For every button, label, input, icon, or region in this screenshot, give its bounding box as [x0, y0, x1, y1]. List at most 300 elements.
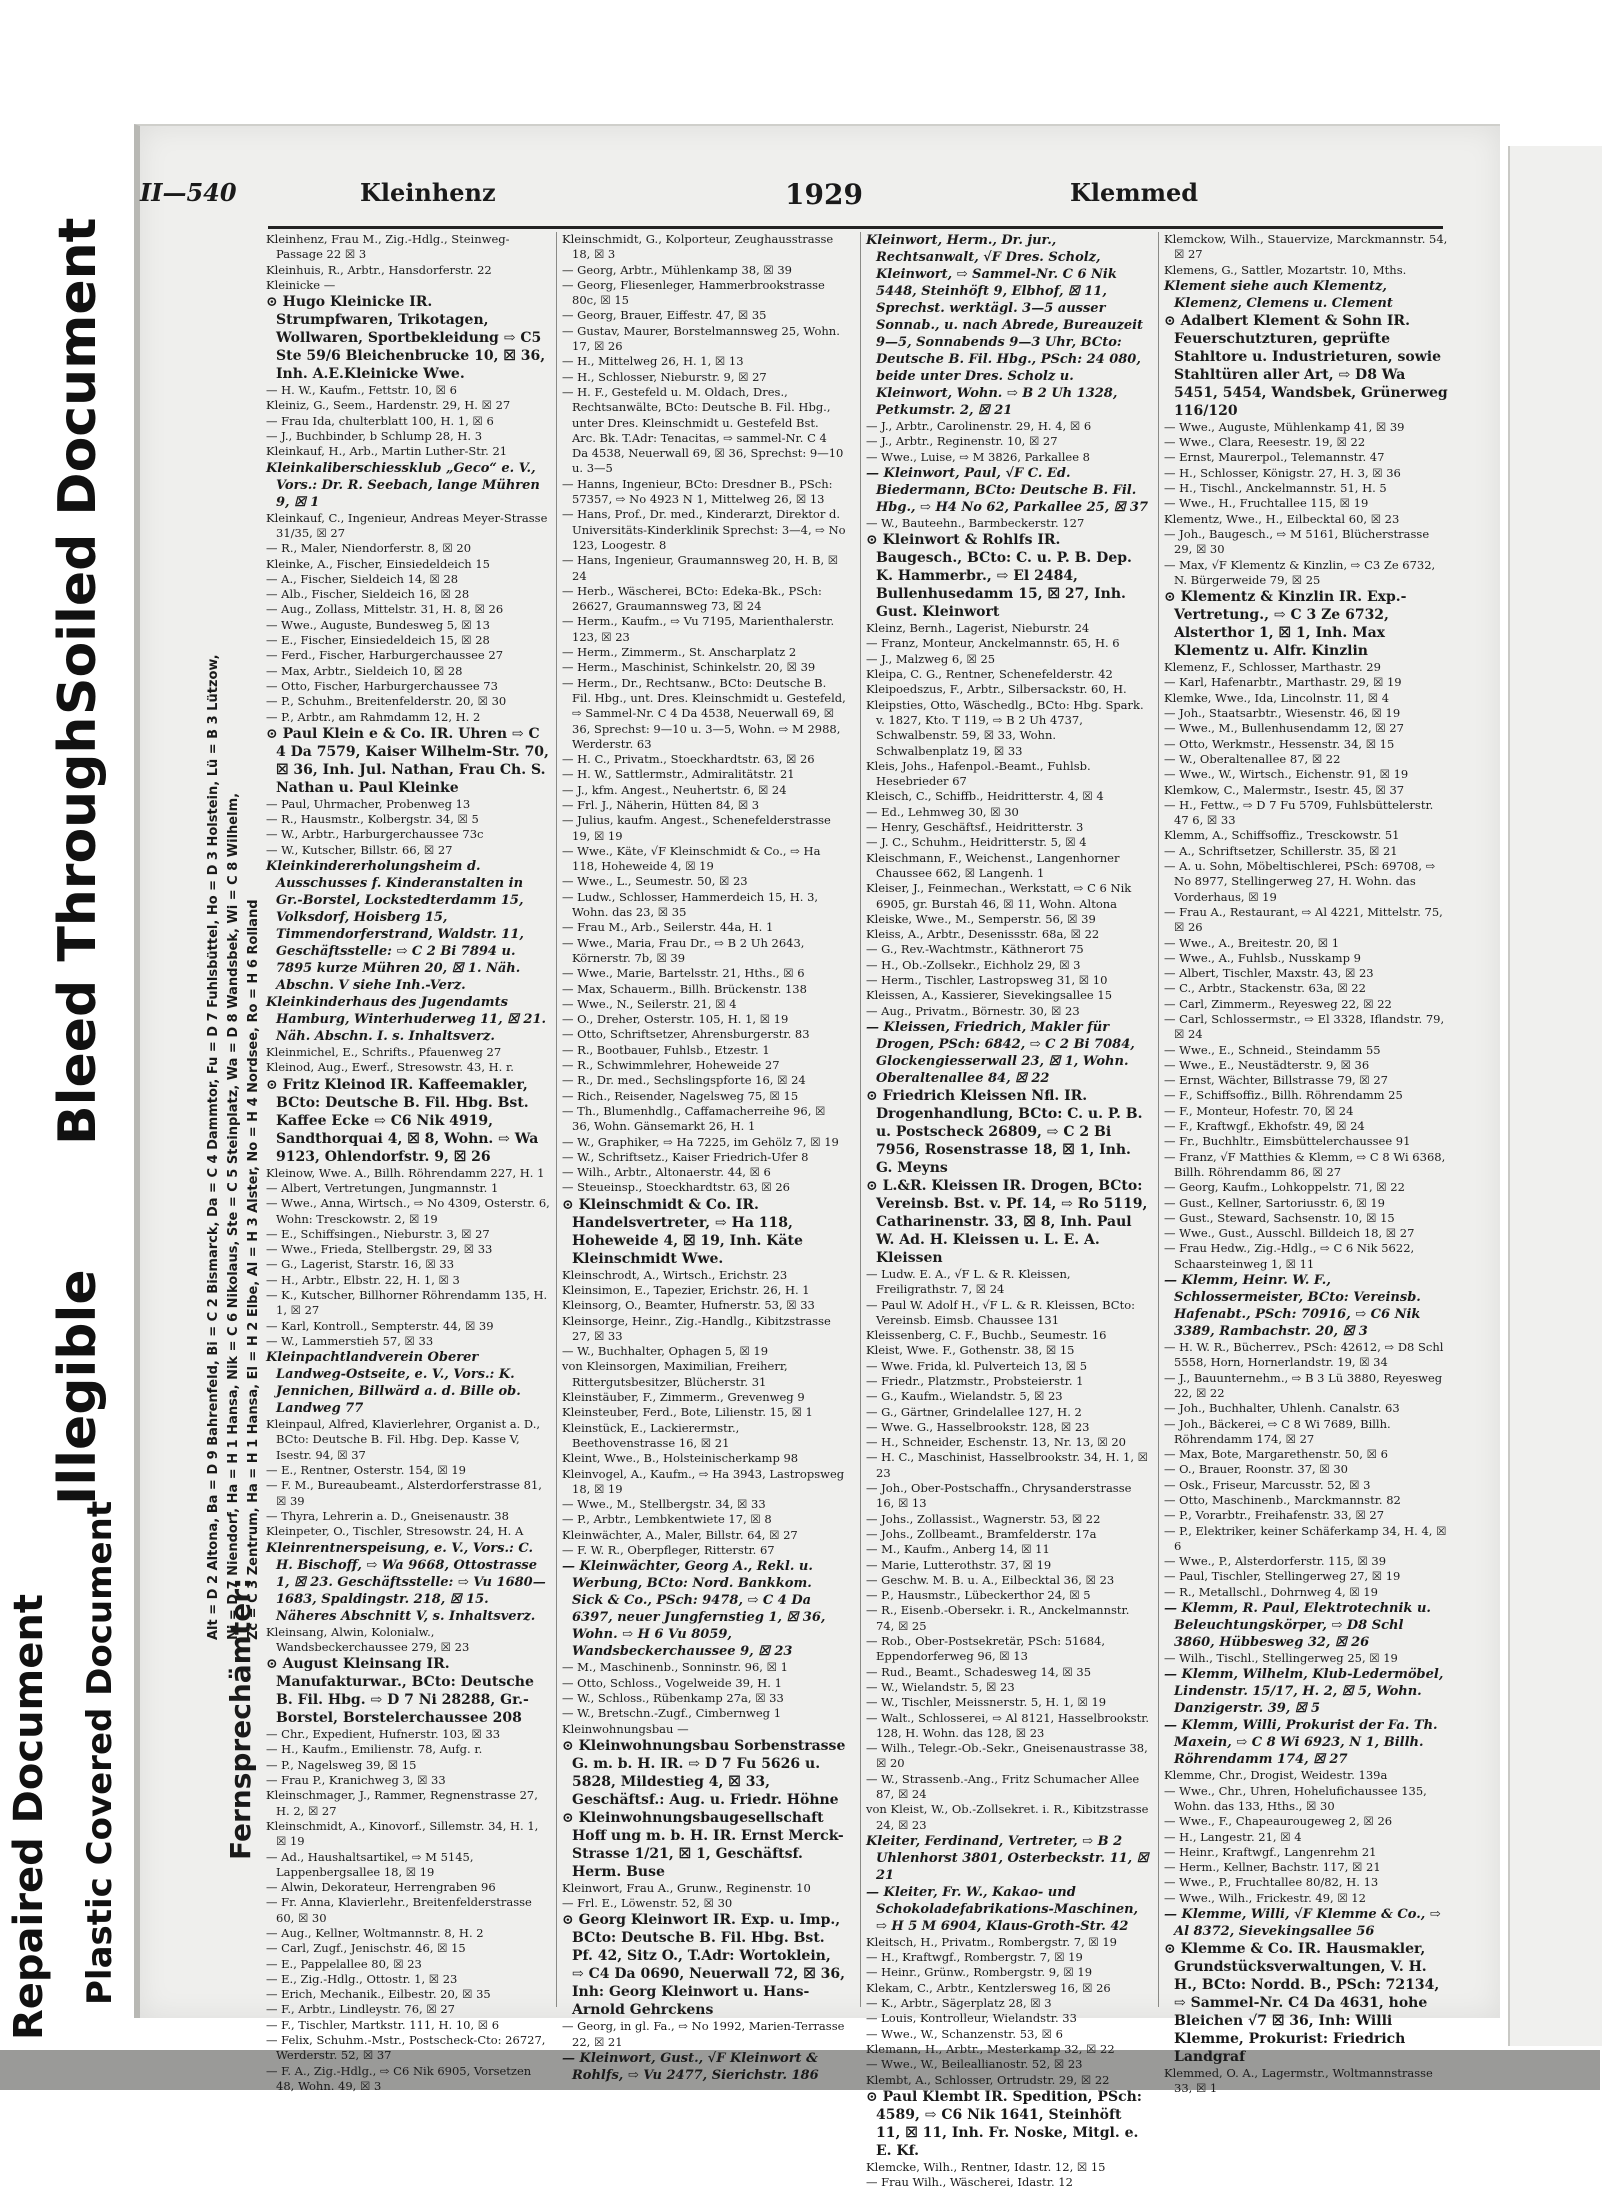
directory-entry: — Kleinwächter, Georg A., Rekl. u. Werbung, BCto: Nord. Bankkom. Sick & Co., PSch: 9478, ⇨ C 4 Da 6397, neuer Jungfernstieg 1, ☒ 36, Wohn. ⇨ H 6 Vu 8059, Wandsbeckerchaussee 9, ☒ 23 [562, 1559, 826, 1660]
directory-entry: — R., Hausmstr., Kolbergstr. 34, ☒ 5 [266, 812, 479, 827]
directory-entry: — Max, Bote, Margarethenstr. 50, ☒ 6 [1164, 1447, 1388, 1462]
directory-entry: — R., Dr. med., Sechslingspforte 16, ☒ 24 [562, 1073, 806, 1088]
directory-entry: — Joh., Buchhalter, Uhlenh. Canalstr. 63 [1164, 1401, 1400, 1416]
directory-entry: — Julius, kaufm. Angest., Schenefelderstrasse 19, ☒ 19 [562, 813, 831, 843]
directory-entry: — P., Elektriker, keiner Schäferkamp 34, H. 4, ☒ 6 [1164, 1523, 1447, 1553]
directory-entry: — Wwe., Chr., Uhren, Hohelufichaussee 135, Wohn. das 133, Hths., ☒ 30 [1164, 1783, 1427, 1813]
directory-entry: Kleinkinderhaus des Jugendamts Hamburg, Winterhuderweg 11, ☒ 21. Näh. Abschn. I. s. Inhaltsverz. [266, 995, 547, 1045]
header-first-word: Kleinhenz [360, 178, 496, 207]
directory-entry: — Rob., Ober-Postsekretär, PSch: 51684, Eppendorferweg 96, ☒ 13 [866, 1634, 1105, 1664]
directory-entry: — Fr. Anna, Klavierlehr., Breitenfelderstrasse 60, ☒ 30 [266, 1895, 532, 1925]
directory-entry: — Frau P., Kranichweg 3, ☒ 33 [266, 1773, 446, 1788]
directory-entry: — Klemm, Willi, Prokurist der Fa. Th. Maxein, ⇨ C 8 Wi 6923, N 1, Billh. Röhrendamm 174, ☒ 27 [1164, 1718, 1438, 1768]
directory-entry: — Walt., Schlosserei, ⇨ Al 8121, Hasselbrookstr. 128, H. Wohn. das 128, ☒ 23 [866, 1710, 1150, 1740]
directory-entry: — Gust., Kellner, Sartoriusstr. 6, ☒ 19 [1164, 1195, 1385, 1210]
directory-entry: Kleipoedszus, F., Arbtr., Silbersackstr. 60, H. [866, 682, 1127, 697]
directory-entry: Klemmed, O. A., Lagermstr., Woltmannstrasse 33, ☒ 1 [1164, 2066, 1433, 2096]
directory-entry: — Th., Blumenhdlg., Caffamacherreihe 96, ☒ 36, Wohn. Gänsemarkt 26, H. 1 [562, 1103, 826, 1134]
directory-entry: Kleinpachtlandverein Oberer Landweg-Ostseite, e. V., Vors.: K. Jennichen, Billwärd a. d. Bille ob. Landweg 77 [266, 1350, 521, 1417]
directory-entry: — Ed., Lehmweg 30, ☒ 30 [866, 804, 1019, 819]
directory-entry: Kleinwächter, A., Maler, Billstr. 64, ☒ 27 [562, 1527, 798, 1542]
directory-entry: Kleinkauf, H., Arb., Martin Luther-Str. 21 [266, 444, 508, 459]
directory-entry: — J., kfm. Angest., Neuhertstr. 6, ☒ 24 [562, 782, 787, 797]
directory-entry: — Chr., Expedient, Hufnerstr. 103, ☒ 33 [266, 1727, 501, 1742]
directory-entry: — Wwe., Anna, Wirtsch., ⇨ No 4309, Osterstr. 6, Wohn: Tresckowstr. 2, ☒ 19 [266, 1196, 550, 1226]
directory-entry: — M., Kaufm., Anberg 14, ☒ 11 [866, 1542, 1050, 1557]
directory-entry: ⊙ L.&R. Kleissen IR. Drogen, BCto: Vereinsb. Bst. v. Pf. 14, ⇨ Ro 5119, Catharinenstr. 33, ☒ 8, Inh. Paul W. Ad. H. Kleissen u. L. E. A. Kleissen [866, 1177, 1148, 1266]
directory-entry: — Kleinwort, Paul, √F C. Ed. Biedermann, BCto: Deutsche B. Fil. Hbg., ⇨ H4 No 62, Parkallee 25, ☒ 37 [866, 465, 1149, 515]
directory-entry: — E., Fischer, Einsiedeldeich 15, ☒ 28 [266, 633, 490, 648]
directory-column-1 [266, 232, 550, 2093]
directory-entry: — H., Fettw., ⇨ D 7 Fu 5709, Fuhlsbüttelerstr. 47 6, ☒ 33 [1164, 797, 1434, 828]
directory-entry: Kleint, Wwe., B., Holsteinischerkamp 98 [562, 1451, 799, 1466]
directory-entry: Kleiss, A., Arbtr., Desenissstr. 68a, ☒ 22 [866, 927, 1100, 942]
directory-entry: ⊙ Fritz Kleinod IR. Kaffeemakler, BCto: Deutsche B. Fil. Hbg. Bst. Kaffee Ecke ⇨ C6 Nik 4919, Sandthorquai 4, ☒ 8, Wohn. ⇨ Wa 9123, Ohlendorfstr. 9, ☒ 26 [266, 1076, 539, 1165]
directory-entry: — Albert, Vertretungen, Jungmannstr. 1 [266, 1180, 499, 1195]
directory-entry: Kleinsorg, O., Beamter, Hufnerstr. 53, ☒ 33 [562, 1298, 815, 1313]
directory-entry: Klemens, G., Sattler, Mozartstr. 10, Mths. [1164, 262, 1407, 277]
directory-entry: — Kleissen, Friedrich, Makler für Drogen, PSch: 6842, ⇨ C 2 Bi 7084, Glockengiesserwall 23, ☒ 1, Wohn. Oberaltenallee 84, ☒ 22 [866, 1019, 1135, 1086]
directory-entry: Kleinkaliberschiessklub „Geco“ e. V., Vors.: Dr. R. Seebach, lange Mühren 9, ☒ 1 [266, 460, 540, 510]
directory-entry: — Herm., Dr., Rechtsanw., BCto: Deutsche B. Fil. Hbg., unt. Dres. Kleinschmidt u. Gestefeld, ⇨ Sammel-Nr. C 4 Da 4538, Neuerwall 69, ☒ 36, Sprechst: 9—10 u. 3—5, Wohn. ⇨ M 2988, Werderstr. 63 [562, 675, 846, 751]
directory-entry: ⊙ Friedrich Kleissen Nfl. IR. Drogenhandlung, BCto: C. u. P. B. u. Postscheck 26809, ⇨ C 2 Bi 7956, Rosenstrasse 18, ☒ 1, Inh. G. Meyns [866, 1087, 1143, 1176]
directory-entry: — F., Tischler, Martkstr. 111, H. 10, ☒ 6 [266, 2017, 500, 2032]
directory-entry: Kleinkindererholungsheim d. Ausschusses f. Kinderanstalten in Gr.-Borstel, Lockstedterdamm 15, Volksdorf, Hoisberg 15, Timmendorferstrand, Waldstr. 11, Geschäftsstelle: ⇨ C 2 Bi 7894 u. 7895 kurze Mühren 20, ☒ 1. Näh. Abschn. V siehe Inh.-Verz. [266, 859, 524, 994]
column-divider [556, 232, 557, 2007]
directory-entry: Kleinrentnerspeisung, e. V., Vors.: C. H. Bischoff, ⇨ Wa 9668, Ottostrasse 1, ☒ 23. Geschäftsstelle: ⇨ Vu 1680—1683, Spaldingstr. 218, ☒ 15. Näheres Abschnitt V, s. Inhaltsverz. [266, 1540, 546, 1624]
directory-entry: — W., Tischler, Meissnerstr. 5, H. 1, ☒ 19 [866, 1695, 1107, 1710]
directory-entry: — Frau Hedw., Zig.-Hdlg., ⇨ C 6 Nik 5622, Schaarsteinweg 1, ☒ 11 [1164, 1241, 1415, 1271]
directory-entry: — Wwe., Wilh., Frickestr. 49, ☒ 12 [1164, 1890, 1366, 1905]
directory-entry: — Georg, Kaufm., Lohkoppelstr. 71, ☒ 22 [1164, 1180, 1405, 1195]
directory-entry: Kleiske, Wwe., M., Semperstr. 56, ☒ 39 [866, 911, 1096, 926]
directory-entry: — Marie, Lutterothstr. 37, ☒ 19 [866, 1557, 1052, 1572]
directory-entry: — Wwe., Käte, √F Kleinschmidt & Co., ⇨ Ha 118, Hoheweide 4, ☒ 19 [562, 843, 821, 874]
directory-entry: — H. W. R., Bücherrev., PSch: 42612, ⇨ D8 Schl 5558, Horn, Hornerlandstr. 19, ☒ 34 [1164, 1340, 1444, 1370]
directory-entry: Kleinhenz, Frau M., Zig.-Hdlg., Steinweg-Passage 22 ☒ 3 [266, 232, 510, 262]
directory-entry: — Wwe., P., Alsterdorferstr. 115, ☒ 39 [1164, 1554, 1387, 1569]
directory-entry: — Otto, Maschinenb., Marckmannstr. 82 [1164, 1493, 1401, 1507]
directory-entry: Klembt, A., Schlosser, Ortrudstr. 29, ☒ 22 [866, 2072, 1110, 2087]
directory-entry: — Wilh., Telegr.-Ob.-Sekr., Gneisenaustrasse 38, ☒ 20 [866, 1741, 1148, 1771]
label-repaired-document: Repaired Document [6, 1594, 52, 2040]
directory-entry: Kleinwohnungsbau — [562, 1721, 689, 1736]
directory-entry: — F., Monteur, Hofestr. 70, ☒ 24 [1164, 1103, 1354, 1118]
directory-entry: — H., Tischl., Anckelmannstr. 51, H. 5 [1164, 481, 1387, 496]
directory-entry: — G., Gärtner, Grindelallee 127, H. 2 [866, 1404, 1082, 1419]
directory-entry: — F. M., Bureaubeamt., Alsterdorferstrasse 81, ☒ 39 [266, 1478, 542, 1508]
directory-entry: Klemm, A., Schiffsoffiz., Tresckowstr. 51 [1164, 828, 1400, 843]
directory-entry: — Gust., Steward, Sachsenstr. 10, ☒ 15 [1164, 1210, 1395, 1225]
directory-entry: — Herm., Tischler, Lastropsweg 31, ☒ 10 [866, 973, 1108, 988]
directory-columns [266, 232, 1448, 2190]
directory-entry: — H., Arbtr., Elbstr. 22, H. 1, ☒ 3 [266, 1272, 460, 1287]
directory-entry: — Karl, Hafenarbtr., Marthastr. 29, ☒ 19 [1164, 675, 1402, 690]
directory-entry: — Georg, in gl. Fa., ⇨ No 1992, Marien-Terrasse 22, ☒ 21 [562, 2019, 845, 2049]
adjacent-page-edge [1508, 146, 1602, 2046]
directory-entry: — Georg, Arbtr., Mühlenkamp 38, ☒ 39 [562, 262, 792, 277]
directory-entry: — Hans, Ingenieur, Graumannsweg 20, H. B, ☒ 24 [562, 553, 839, 583]
directory-entry: ⊙ Georg Kleinwort IR. Exp. u. Imp., BCto: Deutsche B. Fil. Hbg. Bst. Pf. 42, Sitz O., T.Adr: Wortoklein, ⇨ C4 Da 0690, Neuerwall 72, ☒ 36, Inh: Georg Kleinwort u. Hans-Arnold Gehrckens [562, 1912, 845, 2019]
directory-entry: — Wwe., A., Fuhlsb., Nusskamp 9 [1164, 950, 1361, 965]
directory-entry: Kleinke, A., Fischer, Einsiedeldeich 15 [266, 556, 490, 571]
directory-entry: — Henry, Geschäftsf., Heidritterstr. 3 [866, 820, 1084, 835]
directory-entry: — Max, Schauerm., Billh. Brückenstr. 138 [562, 981, 807, 996]
directory-entry: Kleinwort, Herm., Dr. jur., Rechtsanwalt, √F Dres. Scholz, Kleinwort, ⇨ Sammel-Nr. C 6 Nik 5448, Steinhöft 9, Elbhof, ☒ 11, Sprechst. werktägl. 3—5 ausser Sonnab., u. nach Abrede, Bureauzeit 9—5, Sonnabends 9—3 Uhr, BCto: Deutsche B. Fil. Hbg., PSch: 24 080, beide unter Dres. Scholz u. Kleinwort, Wohn. ⇨ B 2 Uh 1328, Petkumstr. 2, ☒ 21 [866, 233, 1144, 418]
directory-entry: — Geschw. M. B. u. A., Eilbecktal 36, ☒ 23 [866, 1572, 1115, 1587]
directory-entry: — Herm., Maschinist, Schinkelstr. 20, ☒ 39 [562, 660, 816, 675]
directory-entry: — H., Kraftwgf., Rombergstr. 7, ☒ 19 [866, 1950, 1083, 1965]
directory-column-3 [866, 232, 1150, 2190]
directory-entry: — Wwe., M., Stellbergstr. 34, ☒ 33 [562, 1497, 766, 1512]
directory-entry: Kleinpeter, O., Tischler, Stresowstr. 24, H. A [266, 1524, 524, 1539]
directory-entry: — Erich, Mechanik., Eilbestr. 20, ☒ 35 [266, 1987, 491, 2002]
directory-entry: — H., Kaufm., Emilienstr. 78, Aufg. r. [266, 1742, 483, 1757]
directory-entry: — Otto, Schriftsetzer, Ahrensburgerstr. 83 [562, 1027, 810, 1042]
directory-entry: — Kleiter, Fr. W., Kakao- und Schokoladefabrikations-Maschinen, ⇨ H 5 M 6904, Klaus-Groth-Str. 42 [866, 1884, 1139, 1934]
directory-entry: — Carl, Zugf., Jenischstr. 46, ☒ 15 [266, 1941, 466, 1956]
directory-entry: — Frau M., Arb., Seilerstr. 44a, H. 1 [562, 920, 774, 935]
page-header [140, 178, 1460, 218]
directory-entry: — W., Schriftsetz., Kaiser Friedrich-Ufer 8 [562, 1149, 809, 1164]
directory-entry: — R., Maler, Niendorferstr. 8, ☒ 20 [266, 541, 472, 556]
exchange-codes-line: Alt = D 2 Altona, Ba = D 9 Bahrenfeld, Bi = C 2 Bismarck, Da = C 4 Dammtor, Fu = D 7 Fuhlsbüttel, Ho = D 3 Holstein, Lü = B 3 Lützow, [206, 654, 221, 1640]
directory-entry: — W., Wielandstr. 5, ☒ 23 [866, 1679, 1015, 1694]
label-soiled-document: Soiled Document [48, 217, 108, 715]
page-number: II—540 [140, 178, 237, 207]
directory-entry: — H. W., Sattlermstr., Admiralitätstr. 21 [562, 767, 795, 782]
directory-entry: Kleitsch, H., Privatm., Rombergstr. 7, ☒ 19 [866, 1934, 1117, 1949]
directory-entry: — W., Kutscher, Billstr. 66, ☒ 27 [266, 842, 453, 857]
directory-entry: von Kleist, W., Ob.-Zollsekret. i. R., Kibitzstrasse 24, ☒ 23 [866, 1802, 1149, 1832]
directory-entry: — W., Bretschn.-Zugf., Cimbernweg 1 [562, 1706, 782, 1721]
exchange-codes-line: Ni = D 7 Niendorf, Ha = H 1 Hansa, Nik = C 6 Nikolaus, Ste = C 5 Steinplatz, Wa = D 8 Wandsbek, Wi = C 8 Wilhelm, [226, 792, 241, 1640]
directory-entry: — Klemm, Heinr. W. F., Schlossermeister, BCto: Vereinsb. Hafenabt., PSch: 70916, ⇨ C6 Nik 3389, Rambachstr. 20, ☒ 3 [1164, 1273, 1421, 1340]
directory-entry: Kleipa, C. G., Rentner, Schenefelderstr. 42 [866, 667, 1113, 682]
directory-entry: — Thyra, Lehrerin a. D., Gneisenaustr. 38 [266, 1508, 509, 1523]
directory-entry: — Herm., Kaufm., ⇨ Vu 7195, Marienthalerstr. 123, ☒ 23 [562, 614, 835, 644]
directory-entry: — Ferd., Fischer, Harburgerchaussee 27 [266, 648, 504, 663]
directory-entry: — Wwe., Auguste, Mühlenkamp 41, ☒ 39 [1164, 419, 1405, 434]
directory-entry: — H., Schlosser, Königstr. 27, H. 3, ☒ 36 [1164, 465, 1401, 480]
directory-entry: — Alwin, Dekorateur, Herrengraben 96 [266, 1880, 496, 1895]
directory-entry: Kleinstäuber, F., Zimmerm., Grevenweg 9 [562, 1390, 805, 1405]
directory-entry: — F., Arbtr., Lindleystr. 76, ☒ 27 [266, 2002, 455, 2017]
directory-entry: — Franz, Monteur, Anckelmannstr. 65, H. 6 [866, 636, 1120, 651]
directory-entry: — Wwe., M., Bullenhusendamm 12, ☒ 27 [1164, 721, 1404, 736]
directory-entry: Klemme, Chr., Drogist, Weidestr. 139a [1164, 1768, 1388, 1783]
directory-entry: Klement siehe auch Klementz, Klemenz, Clemens u. Clement [1164, 278, 1393, 311]
directory-entry: — Klemme, Willi, √F Klemme & Co., ⇨ Al 8372, Sievekingsallee 56 [1164, 1907, 1441, 1940]
directory-entry: — Hans, Prof., Dr. med., Kinderarzt, Direktor d. Universitäts-Kinderklinik Sprechst: 3—4, ⇨ No 123, Loogestr. 8 [562, 507, 846, 552]
directory-entry: — J., Bauunternehm., ⇨ B 3 Lü 3880, Reyesweg 22, ☒ 22 [1164, 1370, 1443, 1400]
directory-entry: Kleinsteuber, Ferd., Bote, Lilienstr. 15, ☒ 1 [562, 1405, 813, 1420]
directory-entry: — Wwe., Frieda, Stellbergstr. 29, ☒ 33 [266, 1242, 493, 1257]
directory-entry: — Johs., Zollassist., Wagnerstr. 53, ☒ 22 [866, 1511, 1101, 1526]
directory-entry: — Aug., Zollass, Mittelstr. 31, H. 8, ☒ 26 [266, 602, 504, 617]
directory-entry: — Franz, √F Matthies & Klemm, ⇨ C 8 Wi 6368, Billh. Röhrendamm 86, ☒ 27 [1164, 1149, 1446, 1179]
directory-entry: — Paul, Uhrmacher, Probenweg 13 [266, 796, 471, 811]
column-divider [1158, 232, 1159, 2007]
label-plastic-covered-document: Plastic Covered Document [80, 1500, 120, 2005]
directory-entry: — H., Schneider, Eschenstr. 13, Nr. 13, ☒ 20 [866, 1435, 1126, 1450]
directory-entry: — G., Rev.-Wachtmstr., Käthnerort 75 [866, 942, 1084, 957]
directory-entry: Kleischmann, F., Weichenst., Langenhorner Chaussee 662, ☒ Langenh. 1 [866, 850, 1120, 880]
directory-entry: — Wwe., W., Schanzenstr. 53, ☒ 6 [866, 2026, 1063, 2041]
directory-entry: ⊙ Hugo Kleinicke IR. Strumpfwaren, Trikotagen, Wollwaren, Sportbekleidung ⇨ C5 Ste 59/6 Bleichenbrucke 10, ☒ 36, Inh. A.E.Kleinicke Wwe. [266, 294, 546, 383]
directory-entry: — Wwe., W., Wirtsch., Eichenstr. 91, ☒ 19 [1164, 767, 1409, 782]
directory-entry: — Karl, Kontroll., Sempterstr. 44, ☒ 39 [266, 1318, 494, 1333]
directory-entry: — Joh., Bäckerei, ⇨ C 8 Wi 7689, Billh. Röhrendamm 174, ☒ 27 [1164, 1416, 1391, 1446]
directory-entry: — Wwe., Auguste, Bundesweg 5, ☒ 13 [266, 617, 490, 632]
directory-entry: — R., Bootbauer, Fuhlsb., Etzestr. 1 [562, 1042, 770, 1057]
directory-entry: ⊙ Klemme & Co. IR. Hausmakler, Grundstücksverwaltungen, V. H. H., BCto: Nordd. B., PSch: 72134, ⇨ Sammel-Nr. C4 Da 4631, hohe Bleichen √7 ☒ 36, Inh: Willi Klemme, Prokurist: Friedrich Landgraf [1164, 1941, 1440, 2066]
directory-entry: Kleinhuis, R., Arbtr., Hansdorferstr. 22 [266, 262, 492, 277]
directory-entry: — Otto, Fischer, Harburgerchaussee 73 [266, 678, 498, 693]
directory-entry: Kleinod, Aug., Ewerf., Stresowstr. 43, H. r. [266, 1060, 514, 1075]
directory-entry: — Wwe., Clara, Reesestr. 19, ☒ 22 [1164, 435, 1366, 450]
directory-entry: — Gustav, Maurer, Borstelmannsweg 25, Wohn. 17, ☒ 26 [562, 323, 840, 354]
directory-entry: — W., Bauteehn., Barmbeckerstr. 127 [866, 515, 1085, 530]
directory-entry: Kleisch, C., Schiffb., Heidritterstr. 4, ☒ 4 [866, 789, 1104, 804]
directory-entry: — Max, √F Klementz & Kinzlin, ⇨ C3 Ze 6732, N. Bürgerweide 79, ☒ 25 [1164, 557, 1436, 587]
directory-entry: Kleis, Johs., Hafenpol.-Beamt., Fuhlsb. Hesebrieder 67 [866, 758, 1091, 789]
directory-entry: — Alb., Fischer, Sieldeich 16, ☒ 28 [266, 587, 470, 602]
directory-entry: Kleinpaul, Alfred, Klavierlehrer, Organist a. D., BCto: Deutsche B. Fil. Hbg. Dep. Kasse V, Isestr. 94, ☒ 37 [266, 1417, 541, 1462]
directory-entry: — W., Buchhalter, Ophagen 5, ☒ 19 [562, 1344, 769, 1359]
directory-entry: — Herm., Kellner, Bachstr. 117, ☒ 21 [1164, 1860, 1381, 1875]
directory-entry: — J., Arbtr., Carolinenstr. 29, H. 4, ☒ 6 [866, 419, 1092, 433]
directory-entry: — Wwe., Marie, Bartelsstr. 21, Hths., ☒ 6 [562, 966, 805, 981]
directory-entry: — Frl. E., Löwenstr. 52, ☒ 30 [562, 1896, 733, 1911]
directory-entry: — Ad., Haushaltsartikel, ⇨ M 5145, Lappenbergsallee 18, ☒ 19 [266, 1849, 474, 1879]
directory-entry: — Wwe., N., Seilerstr. 21, ☒ 4 [562, 996, 737, 1011]
directory-entry: — A. u. Sohn, Möbeltischlerei, PSch: 69708, ⇨ No 8977, Stellingerweg 27, H. Wohn. das Vorderhaus, ☒ 19 [1164, 859, 1436, 904]
directory-entry: ⊙ Kleinwort & Rohlfs IR. Baugesch., BCto: C. u. P. B. Dep. K. Hammerbr., ⇨ El 2484, Bullenhusedamm 15, ☒ 27, Inh. Gust. Kleinwort [866, 532, 1132, 621]
header-year: 1929 [785, 178, 863, 211]
directory-entry: — R., Schwimmlehrer, Hoheweide 27 [562, 1058, 780, 1073]
directory-entry: Kleinschmidt, G., Kolporteur, Zeughausstrasse 18, ☒ 3 [562, 232, 834, 262]
directory-entry: — Heinr., Grünw., Rombergstr. 9, ☒ 19 [866, 1965, 1093, 1980]
directory-entry: — A., Schriftsetzer, Schillerstr. 35, ☒ 21 [1164, 843, 1398, 858]
directory-entry: — W., Strassenb.-Ang., Fritz Schumacher Allee 87, ☒ 24 [866, 1771, 1140, 1801]
directory-entry: ⊙ Paul Klembt IR. Spedition, PSch: 4589, ⇨ C6 Nik 1641, Steinhöft 11, ☒ 11, Inh. Fr. Noske, Mitgl. e. E. Kf. [866, 2088, 1142, 2159]
directory-entry: Kleinschrodt, A., Wirtsch., Erichstr. 23 [562, 1267, 788, 1282]
directory-entry: — E., Pappelallee 80, ☒ 23 [266, 1956, 422, 1971]
directory-entry: — W., Graphiker, ⇨ Ha 7225, im Gehölz 7, ☒ 19 [562, 1134, 839, 1149]
directory-entry: — Wwe. G., Hasselbrookstr. 128, ☒ 23 [866, 1419, 1090, 1434]
directory-entry: ⊙ Kleinwohnungsbau Sorbenstrasse G. m. b. H. IR. ⇨ D 7 Fu 5626 u. 5828, Mildestieg 4, ☒ 33, Geschäftsf.: Aug. u. Friedr. Höhne [562, 1737, 846, 1808]
directory-entry: — O., Dreher, Osterstr. 105, H. 1, ☒ 19 [562, 1012, 789, 1027]
directory-entry: — Paul, Tischler, Stellingerweg 27, ☒ 19 [1164, 1569, 1401, 1584]
directory-entry: — R., Eisenb.-Obersekr. i. R., Anckelmannstr. 74, ☒ 25 [866, 1603, 1130, 1633]
directory-entry: — M., Maschinenb., Sonninstr. 96, ☒ 1 [562, 1660, 788, 1675]
header-rule [268, 226, 1443, 229]
directory-entry: Kleinicke — [266, 277, 336, 292]
directory-entry: — Klemm, Wilhelm, Klub-Ledermöbel, Lindenstr. 15/17, H. 2, ☒ 5, Wohn. Danzigerstr. 39, ☒ 5 [1164, 1667, 1444, 1717]
directory-entry: — E., Zig.-Hdlg., Ottostr. 1, ☒ 23 [266, 1971, 458, 1986]
directory-entry: Kleinschmidt, A., Kinovorf., Sillemstr. 34, H. 1, ☒ 19 [266, 1818, 539, 1849]
directory-entry: — P., Nagelsweg 39, ☒ 15 [266, 1757, 417, 1772]
directory-entry: — F., Schiffsoffiz., Billh. Röhrendamm 25 [1164, 1088, 1403, 1103]
directory-entry: — Osk., Friseur, Marcusstr. 52, ☒ 3 [1164, 1477, 1371, 1492]
directory-entry: — H. W., Kaufm., Fettstr. 10, ☒ 6 [266, 383, 457, 398]
directory-entry: — J., Buchbinder, b Schlump 28, H. 3 [266, 429, 483, 444]
directory-entry: — W., Oberaltenallee 87, ☒ 22 [1164, 751, 1341, 766]
directory-column-4 [1164, 232, 1448, 2096]
directory-entry: — P., Arbtr., am Rahmdamm 12, H. 2 [266, 709, 481, 724]
directory-entry: — Wwe., P., Fruchtallee 80/82, H. 13 [1164, 1875, 1379, 1890]
directory-entry: — Joh., Baugesch., ⇨ M 5161, Blücherstrasse 29, ☒ 30 [1164, 526, 1430, 557]
directory-entry: — R., Metallschl., Dohrnweg 4, ☒ 19 [1164, 1584, 1378, 1599]
directory-entry: Klemcke, Wilh., Rentner, Idastr. 12, ☒ 15 [866, 2159, 1106, 2174]
directory-entry: Kleiser, J., Feinmechan., Werkstatt, ⇨ C 6 Nik 6905, gr. Burstah 46, ☒ 11, Wohn. Altona [866, 881, 1132, 911]
header-last-word: Klemmed [1070, 178, 1199, 207]
directory-entry: ⊙ Kleinwohnungsbaugesellschaft Hoff ung m. b. H. IR. Ernst Merck-Strasse 1/21, ☒ 1, Geschäftsf. Herm. Buse [562, 1809, 844, 1880]
directory-entry: ⊙ Kleinschmidt & Co. IR. Handelsvertreter, ⇨ Ha 118, Hoheweide 4, ☒ 19, Inh. Käte Kleinschmidt Wwe. [562, 1196, 803, 1267]
directory-entry: Kleinschmager, J., Rammer, Regnenstrasse 27, H. 2, ☒ 27 [266, 1788, 538, 1818]
directory-entry: — Wwe. Frida, kl. Pulverteich 13, ☒ 5 [866, 1358, 1088, 1373]
directory-entry: — Wwe., Maria, Frau Dr., ⇨ B 2 Uh 2643, Körnerstr. 7b, ☒ 39 [562, 935, 805, 965]
directory-entry: Klemann, H., Arbtr., Mesterkamp 32, ☒ 22 [866, 2041, 1115, 2056]
directory-entry: — H. F., Gestefeld u. M. Oldach, Dres., Rechtsanwälte, BCto: Deutsche B. Fil. Hbg., unter Dres. Kleinschmidt u. Gestefeld Bst. Arc. Bk. T.Adr: Tenacitas, ⇨ sammel-Nr. C 4 Da 4538, Neuerwall 69, ☒ 36, Sprechst: 9—10 u. 3—5 [562, 384, 844, 476]
directory-entry: — W., Arbtr., Harburgerchaussee 73c [266, 827, 484, 842]
directory-entry: — Wwe., F., Chapeaurougeweg 2, ☒ 26 [1164, 1814, 1393, 1829]
directory-entry: — J., Malzweg 6, ☒ 25 [866, 651, 996, 666]
directory-entry: — Ernst, Maurerpol., Telemannstr. 47 [1164, 450, 1385, 465]
label-bleed-through: Bleed Through [48, 716, 108, 1145]
directory-entry: — C., Arbtr., Stackenstr. 63a, ☒ 22 [1164, 981, 1366, 996]
directory-entry: — Felix, Schuhm.-Mstr., Postscheck-Cto: 26727, Werderstr. 52, ☒ 37 [266, 2033, 546, 2063]
directory-entry: Kleinsang, Alwin, Kolonialw., Wandsbeckerchaussee 279, ☒ 23 [266, 1624, 470, 1654]
directory-entry: — Frl. J., Näherin, Hütten 84, ☒ 3 [562, 797, 760, 812]
directory-entry: — Friedr., Platzmstr., Probsteierstr. 1 [866, 1373, 1084, 1388]
directory-entry: — Aug., Kellner, Woltmannstr. 8, H. 2 [266, 1926, 484, 1940]
directory-entry: — F., Kraftwgf., Ekhofstr. 49, ☒ 24 [1164, 1119, 1365, 1134]
directory-entry: — F. A., Zig.-Hdlg., ⇨ C6 Nik 6905, Vorsetzen 48, Wohn. 49, ☒ 3 [266, 2063, 532, 2093]
directory-entry: — Georg, Fliesenleger, Hammerbrookstrasse 80c, ☒ 15 [562, 277, 825, 308]
directory-entry: — Herm., Zimmerm., St. Anscharplatz 2 [562, 645, 797, 660]
directory-entry: ⊙ Klementz & Kinzlin IR. Exp.-Vertretung., ⇨ C 3 Ze 6732, Alsterthor 1, ☒ 1, Inh. Max Klementz u. Alfr. Kinzlin [1164, 589, 1407, 660]
directory-entry: — Wwe., Luise, ⇨ M 3826, Parkallee 8 [866, 449, 1090, 464]
directory-entry: — P., Hausmstr., Lübeckerthor 24, ☒ 5 [866, 1588, 1091, 1603]
directory-entry: Klekam, C., Arbtr., Kentzlersweg 16, ☒ 26 [866, 1980, 1111, 1995]
directory-entry: — Max, Arbtr., Sieldeich 10, ☒ 28 [266, 663, 463, 678]
directory-entry: Kleist, Wwe. F., Gothenstr. 38, ☒ 15 [866, 1343, 1075, 1358]
directory-entry: — F. W. R., Oberpfleger, Ritterstr. 67 [562, 1543, 775, 1558]
directory-entry: Kleinow, Wwe. A., Billh. Röhrendamm 227, H. 1 [266, 1165, 545, 1180]
directory-entry: — J., Arbtr., Reginenstr. 10, ☒ 27 [866, 434, 1058, 449]
directory-entry: — Frau Ida, chulterblatt 100, H. 1, ☒ 6 [266, 413, 494, 428]
directory-entry: — H. C., Privatm., Stoeckhardtstr. 63, ☒ 26 [562, 752, 815, 767]
directory-entry: — Rud., Beamt., Schadesweg 14, ☒ 35 [866, 1664, 1092, 1679]
directory-entry: — Wwe., W., Beileallianostr. 52, ☒ 23 [866, 2057, 1083, 2072]
directory-entry: — G., Lagerist, Starstr. 16, ☒ 33 [266, 1257, 455, 1272]
directory-entry: von Kleinsorgen, Maximilian, Freiherr, Rittergutsbesitzer, Blücherstr. 31 [562, 1359, 788, 1389]
directory-entry: — Louis, Kontrolleur, Wielandstr. 33 [866, 2011, 1077, 2026]
directory-entry: — Aug., Privatm., Börnestr. 30, ☒ 23 [866, 1003, 1080, 1018]
directory-entry: — Albert, Tischler, Maxstr. 43, ☒ 23 [1164, 966, 1374, 981]
directory-entry: — A., Fischer, Sieldeich 14, ☒ 28 [266, 571, 459, 586]
directory-entry: — Wwe., H., Fruchtallee 115, ☒ 19 [1164, 496, 1369, 511]
directory-entry: Kleipsties, Otto, Wäschedlg., BCto: Hbg. Spark. v. 1827, Kto. T 119, ⇨ B 2 Uh 4737, Schwalbenstr. 59, ☒ 33, Wohn. Schwalbenplatz 19, ☒ 33 [866, 697, 1144, 758]
directory-entry: — W., Schloss., Rübenkamp 27a, ☒ 33 [562, 1690, 784, 1705]
directory-entry: — H., Schlosser, Nieburstr. 9, ☒ 27 [562, 369, 767, 384]
directory-entry: — Heinr., Kraftwgf., Langenrehm 21 [1164, 1844, 1377, 1859]
directory-entry: — Rich., Reisender, Nagelsweg 75, ☒ 15 [562, 1088, 799, 1103]
directory-entry: — Wwe., E., Neustädterstr. 9, ☒ 36 [1164, 1057, 1370, 1072]
directory-entry: — O., Brauer, Roonstr. 37, ☒ 30 [1164, 1462, 1348, 1477]
directory-entry: — E., Schiffsingen., Nieburstr. 3, ☒ 27 [266, 1226, 490, 1241]
directory-entry: — P., Schuhm., Breitenfelderstr. 20, ☒ 30 [266, 694, 507, 709]
directory-entry: — Otto, Werkmstr., Hessenstr. 34, ☒ 15 [1164, 736, 1395, 751]
directory-entry: ⊙ Adalbert Klement & Sohn IR. Feuerschutzturen, geprüfte Stahltore u. Industrieturen, sowie Stahltüren aller Art, ⇨ D8 Wa 5451, 5454, Wandsbek, Grünerweg 116/120 [1164, 312, 1448, 419]
directory-entry: — Steueinsp., Stoeckhardtstr. 63, ☒ 26 [562, 1180, 790, 1195]
directory-entry: — Carl, Schlossermstr., ⇨ El 3328, Iflandstr. 79, ☒ 24 [1164, 1011, 1445, 1042]
directory-entry: Klemkow, C., Malermstr., Isestr. 45, ☒ 37 [1164, 782, 1405, 797]
directory-entry: — G., Kaufm., Wielandstr. 5, ☒ 23 [866, 1389, 1063, 1404]
directory-entry: — E., Rentner, Osterstr. 154, ☒ 19 [266, 1463, 466, 1478]
directory-entry: — Wilh., Arbtr., Altonaerstr. 44, ☒ 6 [562, 1165, 771, 1180]
directory-entry: — Georg, Brauer, Eiffestr. 47, ☒ 35 [562, 308, 767, 323]
label-illegible: Illegible [48, 1269, 108, 1505]
directory-entry: — H., Ob.-Zollsekr., Eichholz 29, ☒ 3 [866, 957, 1081, 972]
directory-entry: — Wwe., E., Schneid., Steindamm 55 [1164, 1042, 1381, 1057]
directory-entry: Kleinz, Bernh., Lagerist, Nieburstr. 24 [866, 621, 1090, 636]
directory-entry: — K., Arbtr., Sägerplatz 28, ☒ 3 [866, 1996, 1052, 2011]
directory-entry: Kleissen, A., Kassierer, Sievekingsallee 15 [866, 988, 1113, 1003]
directory-entry: ⊙ Paul Klein e & Co. IR. Uhren ⇨ C 4 Da 7579, Kaiser Wilhelm-Str. 70, ☒ 36, Inh. Jul. Nathan, Frau Ch. S. Nathan u. Paul Kleinke [266, 725, 549, 796]
directory-entry: Kleinmichel, E., Schrifts., Pfauenweg 27 [266, 1045, 502, 1060]
directory-entry: Kleinwort, Frau A., Grunw., Reginenstr. 10 [562, 1880, 811, 1895]
directory-entry: — P., Arbtr., Lembkentwiete 17, ☒ 8 [562, 1512, 772, 1527]
directory-entry: Kleinsimon, E., Tapezier, Erichstr. 26, H. 1 [562, 1283, 810, 1297]
exchange-codes-title: Fernsprechämter: [224, 1577, 257, 1860]
directory-entry: — Joh., Staatsarbtr., Wiesenstr. 46, ☒ 19 [1164, 706, 1401, 721]
directory-entry: — Kleinwort, Gust., √F Kleinwort & Rohlfs, ⇨ Vu 2477, Sierichstr. 186 [562, 2051, 819, 2084]
directory-entry: Kleissenberg, C. F., Buchb., Seumestr. 16 [866, 1328, 1107, 1343]
directory-entry: — Wilh., Tischl., Stellingerweg 25, ☒ 19 [1164, 1651, 1398, 1666]
directory-entry: — Otto, Schloss., Vogelweide 39, H. 1 [562, 1675, 782, 1690]
directory-entry: Kleiniz, G., Seem., Hardenstr. 29, H. ☒ 27 [266, 398, 511, 413]
directory-entry: — Frau Wilh., Wäscherei, Idastr. 12 [866, 2175, 1073, 2190]
directory-entry: — J. C., Schuhm., Heidritterstr. 5, ☒ 4 [866, 835, 1087, 850]
directory-entry: — Klemm, R. Paul, Elektrotechnik u. Beleuchtungskörper, ⇨ D8 Schl 3860, Hübbesweg 32, ☒ 26 [1164, 1601, 1431, 1651]
directory-entry: — H., Langestr. 21, ☒ 4 [1164, 1829, 1302, 1844]
directory-entry: — Johs., Zollbeamt., Bramfelderstr. 17a [866, 1526, 1097, 1541]
directory-entry: Klemenz, F., Schlosser, Marthastr. 29 [1164, 660, 1381, 675]
directory-entry: Kleiter, Ferdinand, Vertreter, ⇨ B 2 Uhlenhorst 3801, Osterbeckstr. 11, ☒ 21 [866, 1833, 1149, 1883]
directory-entry: — Frau A., Restaurant, ⇨ Al 4221, Mittelstr. 75, ☒ 26 [1164, 904, 1443, 935]
directory-entry: Kleinvogel, A., Kaufm., ⇨ Ha 3943, Lastropsweg 18, ☒ 19 [562, 1466, 845, 1496]
directory-entry: — Herb., Wäscherei, BCto: Edeka-Bk., PSch: 26627, Graumannsweg 73, ☒ 24 [562, 583, 822, 614]
margin-labels [0, 0, 140, 2177]
directory-entry: — Wwe., L., Seumestr. 50, ☒ 23 [562, 874, 748, 889]
directory-entry: — Wwe., Gust., Ausschl. Billdeich 18, ☒ 27 [1164, 1226, 1415, 1241]
directory-entry: — Paul W. Adolf H., √F L. & R. Kleissen, BCto: Vereinsb. Eimsb. Chaussee 131 [866, 1297, 1136, 1327]
directory-entry: — Carl, Zimmerm., Reyesweg 22, ☒ 22 [1164, 996, 1392, 1011]
directory-entry: ⊙ August Kleinsang IR. Manufakturwar., BCto: Deutsche B. Fil. Hbg. ⇨ D 7 Ni 28288, Gr.-Borstel, Borstelerchaussee 208 [266, 1656, 534, 1727]
directory-entry: Kleinkauf, C., Ingenieur, Andreas Meyer-Strasse 31/35, ☒ 27 [266, 510, 548, 540]
directory-entry: Klemke, Wwe., Ida, Lincolnstr. 11, ☒ 4 [1164, 690, 1390, 705]
directory-entry: — Wwe., A., Breitestr. 20, ☒ 1 [1164, 935, 1340, 950]
exchange-codes-line: Zc = C 3 Zentrum, Ha = H 1 Hansa, El = H 2 Elbe, Al = H 3 Alster, No = H 4 Nordsee, Ro = H 6 Rolland [246, 899, 261, 1640]
directory-entry: — Hanns, Ingenieur, BCto: Dresdner B., PSch: 57357, ⇨ No 4923 N 1, Mittelweg 26, ☒ 13 [562, 476, 833, 507]
directory-entry: — Fr., Buchhltr., Eimsbüttelerchaussee 91 [1164, 1134, 1411, 1149]
directory-entry: Klementz, Wwe., H., Eilbecktal 60, ☒ 23 [1164, 511, 1400, 526]
directory-entry: — Ludw., Schlosser, Hammerdeich 15, H. 3, Wohn. das 23, ☒ 35 [562, 889, 819, 920]
column-divider [860, 232, 861, 2007]
